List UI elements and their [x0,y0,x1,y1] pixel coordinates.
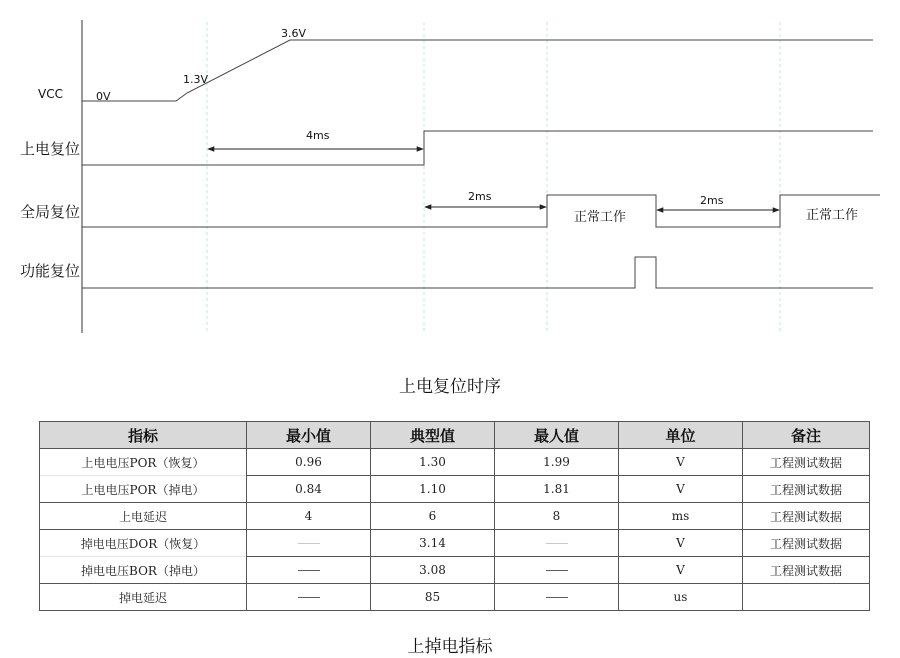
table-cell: —— [247,530,371,557]
table-cell: 掉电电压DOR（恢复） [40,530,247,557]
vcc-level-1-3v: 1.3V [183,73,209,86]
por-delay-label: 4ms [306,129,330,142]
table-cell: V [619,530,743,557]
table-row [40,476,870,503]
table-cell: 掉电延迟 [40,584,247,611]
table-cell: 1.10 [371,476,495,503]
table-cell: ms [619,503,743,530]
vcc-level-0v: 0V [96,90,111,103]
vcc-waveform [82,40,873,101]
signal-label-func-reset: 功能复位 [20,262,81,280]
table-cell: 掉电电压BOR（掉电） [40,557,247,584]
table-cell: us [619,584,743,611]
table-cell: 6 [371,503,495,530]
table-cell: 1.30 [371,449,495,476]
table-header-row [40,422,870,449]
table-cell: 8 [495,503,619,530]
table-cell: V [619,449,743,476]
table-cell: —— [495,530,619,557]
spec-table [39,421,870,611]
table-cell: 上电延迟 [40,503,247,530]
state-normal-work-1: 正常工作 [574,210,627,225]
col-header-metric: 指标 [40,422,247,449]
col-header-max: 最人值 [495,422,619,449]
table-cell: —— [247,557,371,584]
table-cell: 工程测试数据 [743,449,870,476]
table-row [40,503,870,530]
col-header-note: 备注 [743,422,870,449]
table-cell: —— [495,584,619,611]
table-row [40,530,870,557]
table-cell: 工程测试数据 [743,503,870,530]
table-row [40,449,870,476]
func-reset-waveform [82,257,873,288]
table-row [40,584,870,611]
signal-label-por: 上电复位 [20,140,81,158]
table-cell: 1.81 [495,476,619,503]
table-row [40,557,870,584]
table-cell: 上电电压POR（恢复） [40,449,247,476]
col-header-unit: 单位 [619,422,743,449]
table-cell [743,584,870,611]
table-cell: 1.99 [495,449,619,476]
table-cell: 0.84 [247,476,371,503]
table-cell: 3.14 [371,530,495,557]
table-cell: 0.96 [247,449,371,476]
table-cell: V [619,476,743,503]
table-cell: 上电电压POR（掉电） [40,476,247,503]
signal-label-vcc: VCC [38,87,63,101]
table-cell: —— [247,584,371,611]
signal-label-global-reset: 全局复位 [20,203,81,221]
table-cell: —— [495,557,619,584]
col-header-typ: 典型值 [371,422,495,449]
table-cell: 3.08 [371,557,495,584]
table-cell: V [619,557,743,584]
table-caption: 上掉电指标 [407,637,493,657]
table-cell: 85 [371,584,495,611]
col-header-min: 最小值 [247,422,371,449]
table-cell: 4 [247,503,371,530]
table-cell: 工程测试数据 [743,557,870,584]
state-normal-work-2: 正常工作 [806,208,859,223]
por-waveform [82,131,873,165]
vcc-level-3-6v: 3.6V [281,27,307,40]
gap1-label: 2ms [468,190,492,203]
timing-caption: 上电复位时序 [399,377,501,397]
table-cell: 工程测试数据 [743,476,870,503]
table-cell: 工程测试数据 [743,530,870,557]
gap2-label: 2ms [700,194,724,207]
guide-lines [207,22,780,333]
